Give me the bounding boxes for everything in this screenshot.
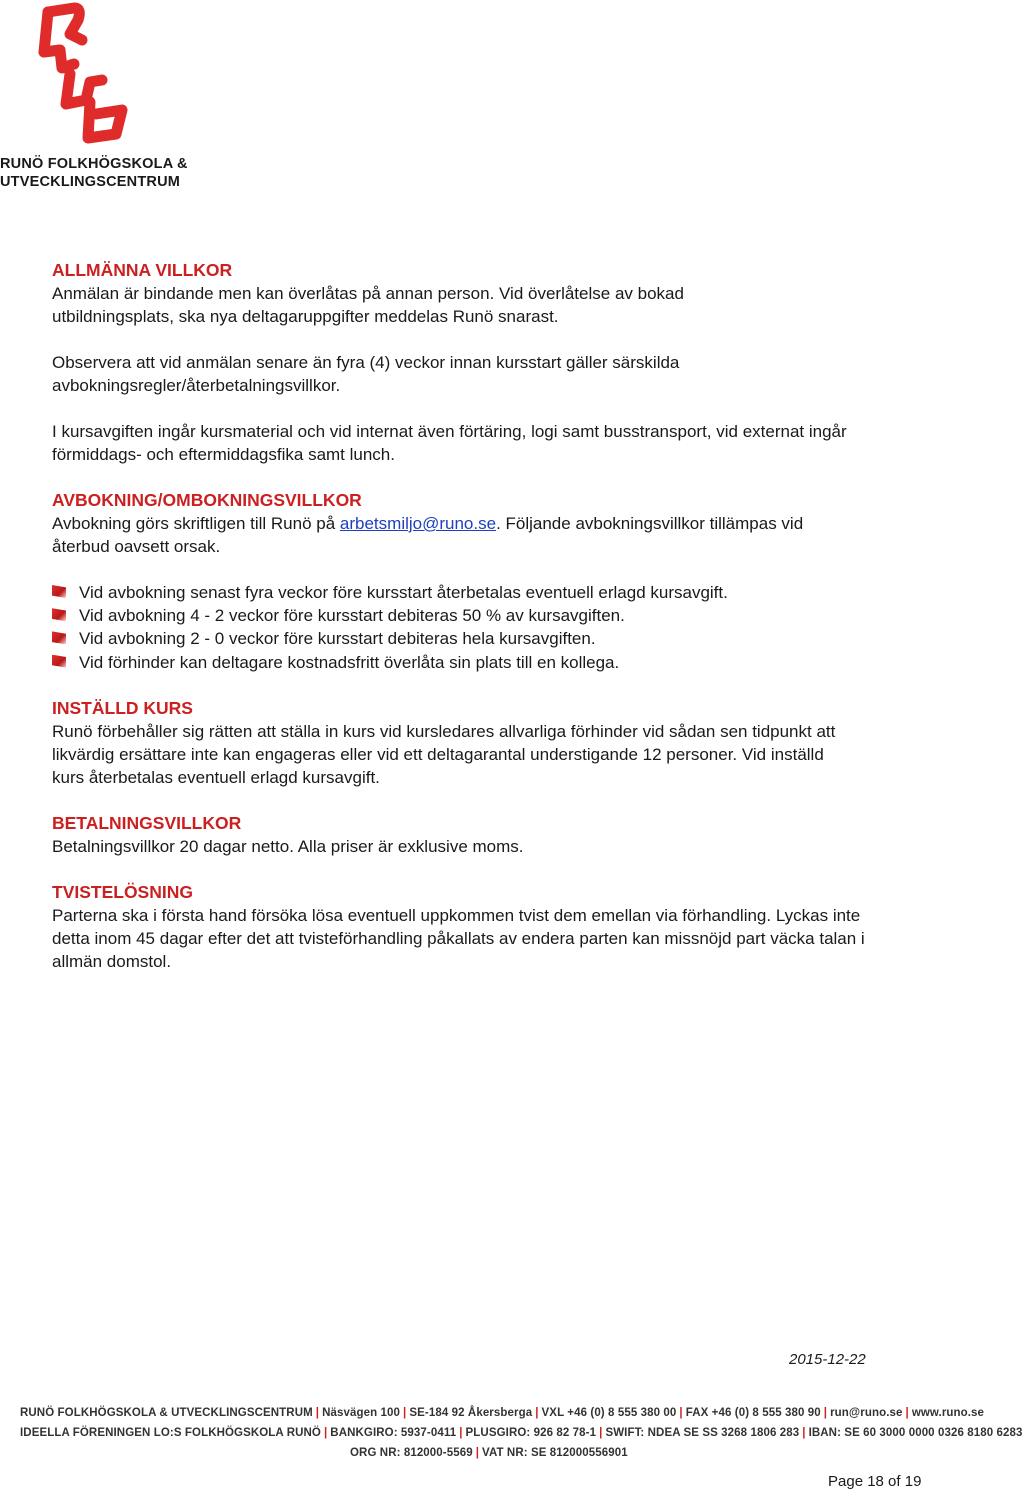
bullet-square-icon (52, 655, 66, 668)
bullet-square-icon (52, 608, 66, 621)
footer-item: ORG NR: 812000-5569 (350, 1447, 473, 1459)
footer-item: VXL +46 (0) 8 555 380 00 (541, 1407, 677, 1419)
heading-betalning: BETALNINGSVILLKOR (52, 812, 242, 833)
heading-tvist: TVISTELÖSNING (52, 881, 193, 902)
avbokning-text-before: Avbokning görs skriftligen till Runö på (52, 514, 340, 533)
footer-item: PLUSGIRO: 926 82 78-1 (465, 1427, 597, 1439)
installd-paragraph: Runö förbehåller sig rätten att ställa in kurs vid kursledares allvarliga förhinder vid sådan sen tidpunkt att likvärdig ersättare inte kan engageras eller vid ett deltagarantal understigande 12 personer. Vid inställd kurs återbetalas eventuell erlagd kursavgift. (52, 721, 836, 787)
bullet-square-icon (52, 585, 66, 598)
footer-item: RUNÖ FOLKHÖGSKOLA & UTVECKLINGSCENTRUM (20, 1407, 313, 1419)
bullet-text: Vid avbokning 2 - 0 veckor före kursstart debiteras hela kursavgiften. (79, 629, 596, 649)
footer-separator: | (315, 1407, 320, 1419)
footer-line-1 (20, 1403, 985, 1423)
footer-item: SE-184 92 Åkersberga (409, 1407, 533, 1419)
logo-text-line2: UTVECKLINGSCENTRUM (0, 174, 181, 190)
heading-allmanna: ALLMÄNNA VILLKOR (52, 260, 233, 280)
logo-text-line1: RUNÖ FOLKHÖGSKOLA & (0, 156, 188, 172)
footer-separator: | (802, 1427, 806, 1439)
footer-separator: | (599, 1427, 603, 1439)
footer-separator: | (823, 1407, 828, 1419)
footer-separator: | (679, 1407, 683, 1419)
footer-item: BANKGIRO: 5937-0411 (330, 1427, 457, 1439)
list-item (52, 581, 932, 604)
allmanna-paragraph-3: I kursavgiften ingår kursmaterial och vid internat även förtäring, logi samt busstransport, vid externat ingår förmiddags- och eftermiddagsfika samt lunch. (52, 422, 847, 464)
betalning-paragraph: Betalningsvillkor 20 dagar netto. Alla priser är exklusive moms. (52, 836, 524, 856)
list-item (52, 651, 932, 674)
footer-item: IDEELLA FÖRENINGEN LO:S FOLKHÖGSKOLA RUNÖ (20, 1427, 321, 1439)
footer-separator: | (905, 1407, 909, 1419)
page-number: Page 18 of 19 (828, 1473, 922, 1490)
footer-item: FAX +46 (0) 8 555 380 90 (685, 1407, 821, 1419)
footer-separator: | (475, 1447, 480, 1459)
footer-item: run@runo.se (830, 1407, 903, 1419)
bullet-square-icon (52, 631, 66, 644)
heading-installd: INSTÄLLD KURS (52, 697, 193, 718)
footer-separator: | (459, 1427, 463, 1439)
footer-item: VAT NR: SE 812000556901 (482, 1447, 628, 1459)
document-date: 2015-12-22 (789, 1351, 866, 1368)
footer-separator: | (535, 1407, 539, 1419)
terms-content (52, 259, 932, 973)
bullet-text: Vid avbokning 4 - 2 veckor före kursstart debiteras 50 % av kursavgiften. (79, 606, 625, 626)
footer-separator: | (403, 1407, 407, 1419)
footer-item: SWIFT: NDEA SE SS 3268 1806 283 (605, 1427, 800, 1439)
list-item (52, 604, 932, 627)
footer-separator: | (323, 1427, 328, 1439)
footer (20, 1403, 1023, 1463)
avbokning-bullet-list (52, 581, 932, 674)
footer-item: IBAN: SE 60 3000 0000 0326 8180 6283 (808, 1427, 1023, 1439)
runo-logo-mark-icon (30, 2, 140, 152)
avbokning-paragraph (52, 512, 812, 558)
bullet-text: Vid avbokning senast fyra veckor före kursstart återbetalas eventuell erlagd kursavgift. (79, 583, 728, 602)
email-link[interactable]: arbetsmiljo@runo.se (339, 514, 497, 533)
allmanna-paragraph-1: Anmälan är bindande men kan överlåtas på annan person. Vid överlåtelse av bokad utbildningsplats, ska nya deltagaruppgifter meddelas Runö snarast. (52, 284, 684, 326)
bullet-text: Vid förhinder kan deltagare kostnadsfritt överlåta sin plats till en kollega. (79, 652, 620, 672)
list-item (52, 627, 932, 650)
heading-avbokning: AVBOKNING/OMBOKNINGSVILLKOR (52, 490, 362, 510)
footer-line-3 (20, 1443, 960, 1463)
avbokning-text-after: . Följande avbokningsvillkor tillämpas vid återbud oavsett orsak. (52, 514, 804, 556)
footer-item: Näsvägen 100 (322, 1407, 401, 1419)
allmanna-paragraph-2: Observera att vid anmälan senare än fyra (4) veckor innan kursstart gäller särskilda avbokningsregler/återbetalningsvillkor. (52, 353, 680, 395)
footer-line-2 (20, 1423, 1023, 1443)
footer-item: www.runo.se (911, 1407, 985, 1419)
runo-logo (0, 0, 188, 192)
tvist-paragraph: Parterna ska i första hand försöka lösa eventuell uppkommen tvist dem emellan via förhandling. Lyckas inte detta inom 45 dagar efter det att tvisteförhandling påkallats av endera parten kan missnöjd part väcka talan i allmän domstol. (52, 905, 865, 971)
